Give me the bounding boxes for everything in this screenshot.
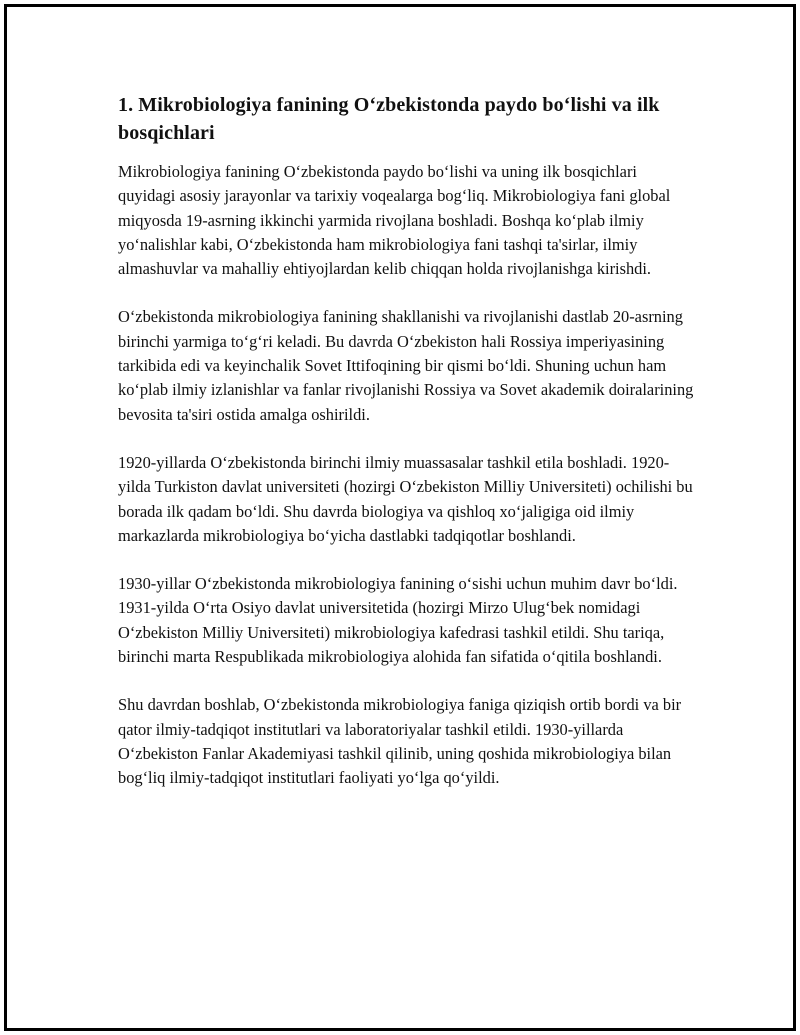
paragraph-2: O‘zbekistonda mikrobiologiya fanining shakllanishi va rivojlanishi dastlab 20-asrning birinchi yarmiga to‘g‘ri keladi. Bu davrda O‘zbekiston hali Rossiya imperiyasining tarkibida edi va keyinchalik Sovet Ittifoqining bir qismi bo‘ldi. Shuning uchun ham ko‘plab ilmiy izlanishlar va fanlar rivojlanishi Rossiya va Sovet akademik doiralarining bevosita ta'siri ostida amalga oshirildi. xyxy=(118,307,694,424)
paragraph-4: 1930-yillar O‘zbekistonda mikrobiologiya fanining o‘sishi uchun muhim davr bo‘ldi. 1931-yilda O‘rta Osiyo davlat universitetida (hozirgi Mirzo Ulug‘bek nomidagi O‘zbekiston Milliy Universiteti) mikrobiologiya kafedrasi tashkil etildi. Shu tariqa, birinchi marta Respublikada mikrobiologiya alohida fan sifatida o‘qitila boshlandi. xyxy=(118,574,678,667)
document-body xyxy=(118,91,698,791)
section-heading: 1. Mikrobiologiya fanining O‘zbekistonda paydo bo‘lishi va ilk bosqichlari xyxy=(118,94,660,144)
paragraph-3: 1920-yillarda O‘zbekistonda birinchi ilmiy muassasalar tashkil etila boshladi. 1920-yilda Turkiston davlat universiteti (hozirgi O‘zbekiston Milliy Universiteti) ochilishi bu borada ilk qadam bo‘ldi. Shu davrda biologiya va qishloq xo‘jaligiga oid ilmiy markazlarda mikrobiologiya bo‘yicha dastlabki tadqiqotlar boshlandi. xyxy=(118,452,693,545)
paragraph-5: Shu davrdan boshlab, O‘zbekistonda mikrobiologiya faniga qiziqish ortib bordi va bir qator ilmiy-tadqiqot institutlari va laboratoriyalar tashkil etildi. 1930-yillarda O‘zbekiston Fanlar Akademiyasi tashkil qilinib, uning qoshida mikrobiologiya bilan bog‘liq ilmiy-tadqiqot institutlari faoliyati yo‘lga qo‘yildi. xyxy=(118,695,682,788)
paragraph-1: Mikrobiologiya fanining O‘zbekistonda paydo bo‘lishi va uning ilk bosqichlari quyidagi asosiy jarayonlar va tarixiy voqealarga bog‘liq. Mikrobiologiya fani global miqyosda 19-asrning ikkinchi yarmida rivojlana boshladi. Boshqa ko‘plab ilmiy yo‘nalishlar kabi, O‘zbekistonda ham mikrobiologiya fani tashqi ta'sirlar, ilmiy almashuvlar va mahalliy ehtiyojlardan kelib chiqqan holda rivojlanishga kirishdi. xyxy=(118,162,671,279)
